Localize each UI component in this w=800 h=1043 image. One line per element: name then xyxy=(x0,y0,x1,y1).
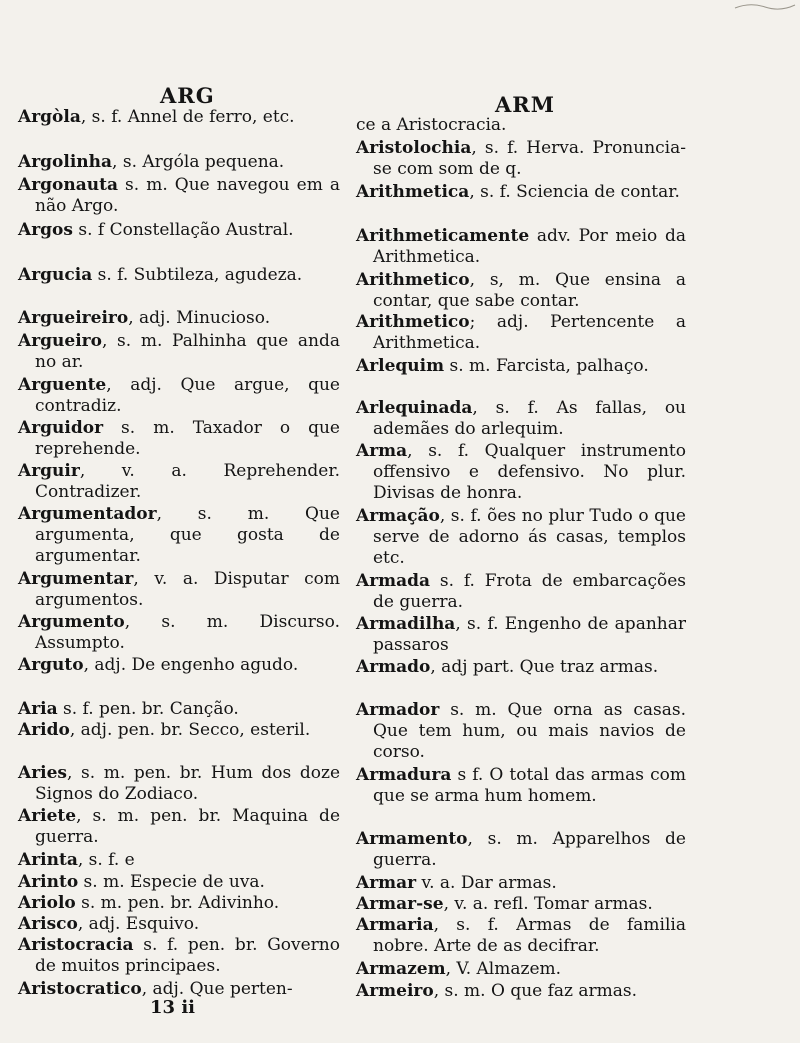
definition: s. f. Frota de embarcações de guerra. xyxy=(373,571,686,612)
definition: , s. m. pen. br. Hum dos doze Signos do Zodiaco. xyxy=(35,763,340,804)
dictionary-entry xyxy=(18,612,340,654)
headword: Ariolo xyxy=(18,893,76,913)
dictionary-entry xyxy=(18,418,340,460)
page-corner-smudge xyxy=(730,0,800,14)
dictionary-entry xyxy=(18,806,340,848)
headword: Arguir xyxy=(18,461,80,481)
headword: Argueiro xyxy=(18,331,102,351)
definition: , adj. pen. br. Secco, esteril. xyxy=(69,720,311,740)
definition: v. a. Dar armas. xyxy=(416,873,557,893)
dictionary-entry xyxy=(356,506,686,569)
dictionary-entry xyxy=(356,441,686,504)
dictionary-entry xyxy=(18,720,340,741)
headword: Argòla xyxy=(18,107,81,127)
dictionary-entry xyxy=(18,872,340,893)
definition: s. f. Subtileza, agudeza. xyxy=(92,265,303,285)
dictionary-entry xyxy=(18,461,340,503)
headword: Argonauta xyxy=(18,175,118,195)
dictionary-entry xyxy=(18,220,340,241)
headword: Arlequim xyxy=(356,356,445,376)
headword: Argucia xyxy=(18,265,93,285)
dictionary-entry xyxy=(356,981,686,1002)
definition: , s. m. O que faz armas. xyxy=(433,981,638,1001)
headword: Aristocratico xyxy=(18,979,142,999)
headword: Argumento xyxy=(18,612,125,632)
headword: Arinto xyxy=(18,872,79,892)
definition: , adj. Que perten- xyxy=(141,979,293,999)
dictionary-entry xyxy=(18,655,340,676)
headword: Armador xyxy=(356,700,440,720)
definition: , s. m. Palhinha que anda no ar. xyxy=(35,331,340,372)
dictionary-entry xyxy=(356,398,686,440)
definition: , s. f. ões no plur Tudo o que serve de adorno ás casas, templos etc. xyxy=(373,506,686,568)
dictionary-entry xyxy=(356,959,686,980)
definition: , s. m. pen. br. Maquina de guerra. xyxy=(35,806,340,847)
dictionary-entry xyxy=(18,763,340,805)
headword: Armamento xyxy=(356,829,468,849)
definition: , s, m. Que ensina a contar, que sabe contar. xyxy=(373,270,686,311)
definition: , s. f. Herva. Pronuncia-se com som de q. xyxy=(373,138,686,179)
headword: Arguto xyxy=(18,655,84,675)
dictionary-entry xyxy=(18,935,340,977)
definition: , s. f. e xyxy=(77,850,135,870)
dictionary-entry xyxy=(356,182,686,203)
dictionary-entry xyxy=(18,331,340,373)
definition: s. m. Taxador o que reprehende. xyxy=(35,418,340,459)
headword: Arguidor xyxy=(18,418,104,438)
headword: Arithmetico xyxy=(356,270,470,290)
headword: Arlequinada xyxy=(356,398,473,418)
headword: Armeiro xyxy=(356,981,434,1001)
headword: Armadura xyxy=(356,765,452,785)
headword: Armar-se xyxy=(356,894,444,914)
definition: s. f. pen. br. Governo de muitos principaes. xyxy=(35,935,340,976)
headword: Argumentar xyxy=(18,569,134,589)
definition: , V. Almazem. xyxy=(445,959,562,979)
headword: Aria xyxy=(18,699,58,719)
definition: , s. Argóla pequena. xyxy=(112,152,285,172)
definition: , s. f. Annel de ferro, etc. xyxy=(80,107,295,127)
definition: s. m. Farcista, palhaço. xyxy=(444,356,649,376)
dictionary-entry xyxy=(18,375,340,417)
headword: Arguente xyxy=(18,375,107,395)
dictionary-entry xyxy=(356,138,686,180)
dictionary-entry xyxy=(18,504,340,567)
definition: s f. O total das armas com que se arma hum homem. xyxy=(373,765,686,806)
dictionary-entry xyxy=(356,873,686,894)
definition: , v. a. refl. Tomar armas. xyxy=(443,894,653,914)
dictionary-entry xyxy=(356,571,686,613)
dictionary-entry xyxy=(356,115,686,136)
definition: , s. f. Engenho de apanhar passaros xyxy=(373,614,686,655)
definition: , s. m. Discurso. Assumpto. xyxy=(35,612,340,653)
dictionary-entry xyxy=(18,569,340,611)
dictionary-entry xyxy=(18,265,340,286)
headword: Argolinha xyxy=(18,152,113,172)
headword: Armaria xyxy=(356,915,434,935)
dictionary-entry xyxy=(18,893,340,914)
printer-signature: 13 ii xyxy=(150,997,195,1018)
definition: , s. f. As fallas, ou ademães do arlequim. xyxy=(373,398,686,439)
dictionary-entry xyxy=(356,700,686,763)
headword: Armado xyxy=(356,657,431,677)
headword: Armação xyxy=(356,506,440,526)
dictionary-entry xyxy=(356,312,686,354)
definition: s. m. Que navegou em a não Argo. xyxy=(35,175,340,216)
headword: Arisco xyxy=(18,914,78,934)
headword: Arinta xyxy=(18,850,78,870)
headword: Ariete xyxy=(18,806,77,826)
dictionary-entry xyxy=(18,107,340,128)
right-guide-word: ARM xyxy=(495,92,555,117)
headword: Argueireiro xyxy=(18,308,129,328)
headword: Arithmetica xyxy=(356,182,470,202)
dictionary-entry xyxy=(356,356,686,377)
definition: , s. m. Apparelhos de guerra. xyxy=(373,829,686,870)
dictionary-entry xyxy=(18,850,340,871)
definition: , s. f. Armas de familia nobre. Arte de as decifrar. xyxy=(373,915,686,956)
dictionary-entry xyxy=(356,226,686,268)
dictionary-entry xyxy=(356,894,686,915)
headword: Argos xyxy=(18,220,73,240)
headword: Arma xyxy=(356,441,408,461)
headword: Arido xyxy=(18,720,70,740)
headword: Arithmetico xyxy=(356,312,470,332)
headword: Armadilha xyxy=(356,614,456,634)
headword: Aristolochia xyxy=(356,138,472,158)
definition: , adj. Esquivo. xyxy=(77,914,200,934)
headword: Aristocracia xyxy=(18,935,134,955)
dictionary-entry xyxy=(356,915,686,957)
definition: , v. a. Reprehender. Contradizer. xyxy=(35,461,340,502)
dictionary-entry xyxy=(356,829,686,871)
dictionary-entry xyxy=(18,699,340,720)
dictionary-entry xyxy=(356,614,686,656)
headword: Arithmeticamente xyxy=(356,226,530,246)
definition: , adj part. Que traz armas. xyxy=(430,657,659,677)
definition: s. m. Que orna as casas. Que tem hum, ou mais navios de corso. xyxy=(373,700,686,762)
headword: Argumentador xyxy=(18,504,157,524)
definition: s. f Constellação Austral. xyxy=(72,220,294,240)
dictionary-entry xyxy=(18,175,340,217)
headword: Armada xyxy=(356,571,431,591)
dictionary-entry xyxy=(18,914,340,935)
definition: , s. f. Qualquer instrumento offensivo e defensivo. No plur. Divisas de honra. xyxy=(373,441,686,503)
definition: s. m. Especie de uva. xyxy=(78,872,265,892)
definition: , adj. De engenho agudo. xyxy=(83,655,299,675)
headword: Armar xyxy=(356,873,417,893)
definition: s. m. pen. br. Adivinho. xyxy=(75,893,280,913)
definition: ce a Aristocracia. xyxy=(356,115,507,135)
definition: , v. a. Disputar com argumentos. xyxy=(35,569,340,610)
headword: Armazem xyxy=(356,959,446,979)
headword: Aries xyxy=(18,763,67,783)
definition: adv. Por meio da Arithmetica. xyxy=(373,226,686,267)
dictionary-entry xyxy=(18,308,340,329)
left-guide-word: ARG xyxy=(160,83,215,108)
definition: ; adj. Pertencente a Arithmetica. xyxy=(373,312,686,353)
dictionary-entry xyxy=(356,765,686,807)
definition: , adj. Que argue, que contradiz. xyxy=(35,375,340,416)
definition: , adj. Minucioso. xyxy=(128,308,271,328)
definition: , s. m. Que argumenta, que gosta de argumentar. xyxy=(35,504,340,566)
dictionary-entry xyxy=(356,270,686,312)
dictionary-entry xyxy=(356,657,686,678)
definition: , s. f. Sciencia de contar. xyxy=(469,182,680,202)
dictionary-entry xyxy=(18,152,340,173)
definition: s. f. pen. br. Canção. xyxy=(57,699,239,719)
